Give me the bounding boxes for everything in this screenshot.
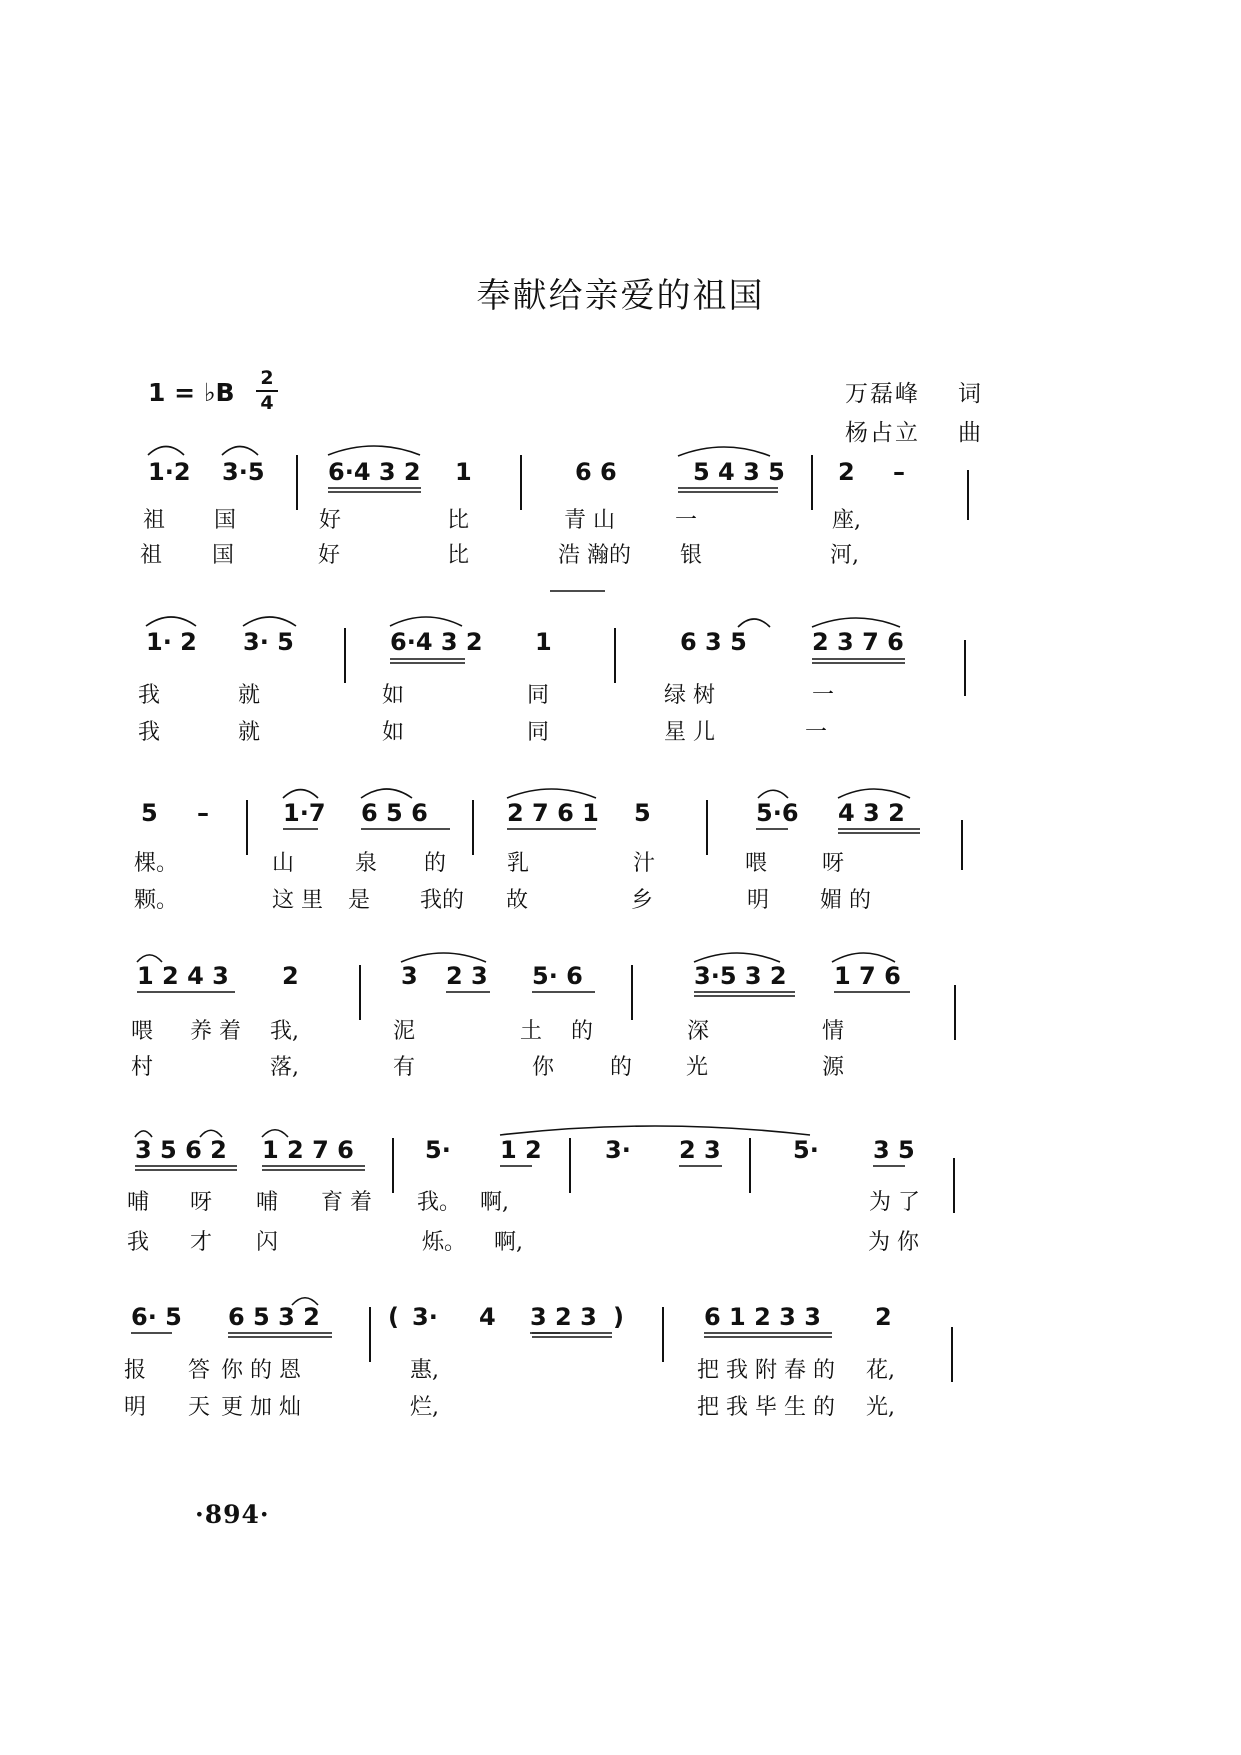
lyric-verse-2: 故 [506, 888, 529, 913]
lyric-verse-1: 深 [687, 1019, 710, 1044]
slur-arc [694, 953, 780, 962]
note-group: 2 3 [679, 1136, 721, 1164]
lyric-verse-1: 我 [138, 683, 161, 708]
note-group: 1 [535, 628, 552, 656]
slur-arc [243, 617, 296, 626]
lyric-verse-1: 我, [270, 1019, 299, 1044]
lyric-verse-2: 为 你 [868, 1230, 919, 1255]
lyric-verse-2: 河, [830, 543, 859, 568]
lyric-verse-1: 情 [822, 1019, 845, 1044]
lyric-verse-2: 闪 [256, 1230, 279, 1255]
note-group: 2 3 7 6 [812, 628, 904, 656]
lyric-verse-1: 惠, [410, 1358, 439, 1383]
lyric-verse-2: 源 [822, 1055, 845, 1080]
note-group: 6 5 6 [361, 799, 428, 827]
lyric-verse-1: 啊, [480, 1190, 509, 1215]
note-group: 1· 2 [146, 628, 197, 656]
note-group: 5 4 3 5 [693, 458, 785, 486]
lyric-verse-1: 比 [447, 508, 470, 533]
lyric-verse-1: 泥 [393, 1019, 416, 1044]
note-group: ( [388, 1303, 399, 1331]
lyric-verse-1: 育 着 [321, 1190, 372, 1215]
lyricist-name: 万磊峰 [845, 381, 920, 407]
note-group: 2 [282, 962, 299, 990]
slur-arc [390, 617, 462, 626]
lyric-verse-1: 哺 [127, 1190, 150, 1215]
lyric-verse-2: 这 里 [272, 888, 323, 913]
note-group: 4 [479, 1303, 496, 1331]
lyric-verse-2: 祖 [140, 543, 163, 568]
note-group: 2 3 [446, 962, 488, 990]
note-group: 5 [141, 799, 158, 827]
slur-arc [812, 618, 900, 627]
note-group: 1 7 6 [834, 962, 901, 990]
slur-arc [507, 789, 596, 798]
lyric-verse-2: 才 [190, 1230, 213, 1255]
lyric-verse-2: 银 [680, 543, 703, 568]
lyric-verse-1: 一 [675, 508, 698, 533]
note-group: 6 5 3 2 [228, 1303, 320, 1331]
slur-arc [758, 790, 788, 798]
lyric-verse-1: 一 [812, 683, 835, 708]
note-group: 3· [412, 1303, 438, 1331]
slur-arc [283, 790, 318, 798]
note-group: 1·7 [283, 799, 326, 827]
lyric-verse-2: 的 [610, 1055, 633, 1080]
slur-arc [738, 619, 770, 627]
lyric-verse-1: 绿 树 [664, 683, 715, 708]
lyric-verse-1: 祖 [143, 508, 166, 533]
lyric-verse-1: 哺 [256, 1190, 279, 1215]
lyric-verse-2: 光, [866, 1395, 895, 1420]
slur-arc [137, 955, 162, 962]
note-group: 3 [401, 962, 418, 990]
note-group: 1 2 4 3 [137, 962, 229, 990]
lyric-verse-2: 光 [686, 1055, 709, 1080]
slur-arc [500, 1126, 810, 1135]
lyric-verse-1: 好 [319, 508, 342, 533]
lyric-verse-2: 颗。 [134, 888, 179, 913]
composer-role: 曲 [958, 420, 981, 446]
lyric-verse-2: 你 [532, 1055, 555, 1080]
lyric-verse-1: 山 [272, 851, 295, 876]
lyric-verse-1: 报 [124, 1358, 147, 1383]
note-group: 6·4 3 2 [328, 458, 421, 486]
lyric-verse-2: 村 [131, 1055, 154, 1080]
note-group: 1 2 7 6 [262, 1136, 354, 1164]
note-group: 6 6 [575, 458, 617, 486]
slur-arc [148, 447, 184, 456]
slur-arc [678, 447, 770, 456]
lyric-verse-1: 喂 [131, 1019, 154, 1044]
lyric-verse-1: 青 山 [564, 508, 615, 533]
note-group: 6 3 5 [680, 628, 747, 656]
composer-name: 杨占立 [845, 420, 920, 446]
note-group: ) [613, 1303, 624, 1331]
lyric-verse-2: 一 [805, 720, 828, 745]
lyric-verse-2: 更 加 灿 [221, 1395, 301, 1420]
note-group: 5·6 [756, 799, 799, 827]
lyric-verse-2: 是 [348, 888, 371, 913]
lyric-verse-1: 棵。 [134, 851, 179, 876]
note-group: – [197, 799, 209, 827]
slur-arc [401, 953, 486, 962]
lyricist-role: 词 [958, 381, 981, 407]
lyric-verse-1: 同 [527, 683, 550, 708]
slur-arc [146, 617, 196, 626]
lyric-verse-1: 土 [520, 1019, 543, 1044]
lyric-verse-2: 乡 [631, 888, 654, 913]
lyric-verse-2: 比 [447, 543, 470, 568]
lyric-verse-2: 国 [212, 543, 235, 568]
lyric-verse-1: 如 [382, 683, 405, 708]
lyric-verse-2: 如 [382, 720, 405, 745]
lyric-verse-2: 我 [127, 1230, 150, 1255]
lyric-verse-2: 啊, [494, 1230, 523, 1255]
slur-arc [361, 789, 412, 798]
lyric-verse-1: 把 我 附 春 的 [697, 1358, 835, 1383]
lyric-verse-1: 的 [571, 1019, 594, 1044]
note-group: 4 3 2 [838, 799, 905, 827]
lyric-verse-1: 呀 [822, 851, 845, 876]
key-signature: 1 = ♭B [148, 378, 235, 407]
note-group: 1 2 [500, 1136, 542, 1164]
lyric-verse-1: 的 [424, 851, 447, 876]
lyric-verse-2: 星 儿 [664, 720, 715, 745]
note-group: 3 5 [873, 1136, 915, 1164]
note-group: – [893, 458, 905, 486]
note-group: 2 7 6 1 [507, 799, 599, 827]
lyric-verse-2: 好 [318, 543, 341, 568]
lyric-verse-1: 汁 [633, 851, 656, 876]
lyric-verse-2: 媚 的 [820, 888, 871, 913]
note-group: 3· 5 [243, 628, 294, 656]
lyric-verse-1: 座, [832, 508, 861, 533]
lyric-verse-2: 我 [138, 720, 161, 745]
lyric-verse-1: 呀 [190, 1190, 213, 1215]
lyric-verse-2: 明 [124, 1395, 147, 1420]
lyric-verse-2: 浩 瀚的 [558, 543, 631, 568]
note-group: 6·4 3 2 [390, 628, 483, 656]
lyric-verse-1: 泉 [355, 851, 378, 876]
song-title: 奉献给亲爱的祖国 [476, 276, 765, 316]
note-group: 5· [793, 1136, 819, 1164]
note-group: 3·5 3 2 [694, 962, 787, 990]
lyric-verse-2: 落, [270, 1055, 299, 1080]
note-group: 5· [425, 1136, 451, 1164]
note-group: 5 [634, 799, 651, 827]
note-group: 1 [455, 458, 472, 486]
lyric-verse-2: 烁。 [422, 1230, 467, 1255]
note-group: 6· 5 [131, 1303, 182, 1331]
time-signature-bottom: 4 [260, 392, 274, 414]
slur-arc [328, 446, 420, 455]
time-signature-top: 2 [260, 367, 274, 389]
note-group: 6 1 2 3 3 [704, 1303, 821, 1331]
note-group: 3· [605, 1136, 631, 1164]
note-group: 3 5 6 2 [135, 1136, 227, 1164]
lyric-verse-2: 就 [238, 720, 261, 745]
slur-arc [838, 789, 910, 798]
lyric-verse-2: 我的 [420, 888, 465, 913]
note-group: 2 [838, 458, 855, 486]
slur-arc [222, 447, 258, 456]
lyric-verse-1: 你 的 恩 [221, 1358, 301, 1383]
note-group: 5· 6 [532, 962, 583, 990]
note-group: 1·2 [148, 458, 191, 486]
note-group: 3·5 [222, 458, 265, 486]
page-number: ·894· [195, 1500, 270, 1529]
lyric-verse-1: 我。 [417, 1190, 462, 1215]
lyric-verse-1: 喂 [745, 851, 768, 876]
lyric-verse-2: 明 [747, 888, 770, 913]
lyric-verse-1: 国 [214, 508, 237, 533]
slur-arc [832, 953, 895, 962]
lyric-verse-1: 答 [188, 1358, 211, 1383]
lyric-verse-2: 烂, [410, 1395, 439, 1420]
lyric-verse-1: 花, [866, 1358, 895, 1383]
lyric-verse-2: 天 [188, 1395, 211, 1420]
lyric-verse-1: 养 着 [190, 1019, 241, 1044]
lyric-verse-1: 乳 [507, 851, 530, 876]
lyric-verse-1: 为 了 [869, 1190, 920, 1215]
lyric-verse-2: 同 [527, 720, 550, 745]
lyric-verse-1: 就 [238, 683, 261, 708]
note-group: 2 [875, 1303, 892, 1331]
note-group: 3 2 3 [530, 1303, 597, 1331]
lyric-verse-2: 把 我 毕 生 的 [697, 1395, 835, 1420]
lyric-verse-2: 有 [393, 1055, 416, 1080]
